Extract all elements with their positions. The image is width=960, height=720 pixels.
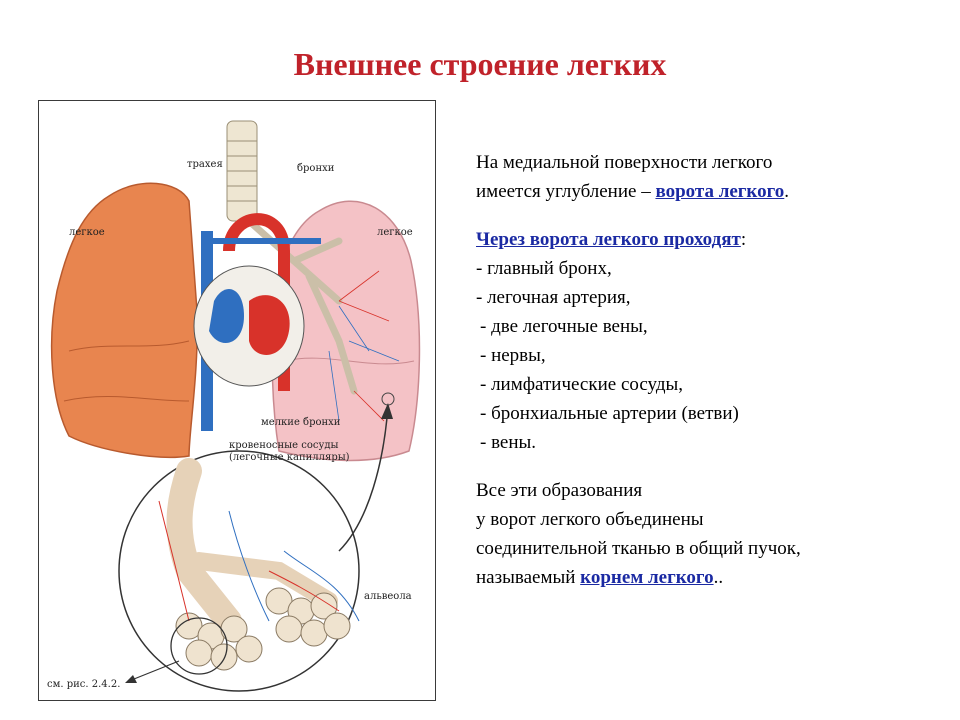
label-bronchi: бронхи <box>297 163 335 174</box>
label-vessels-2: (легочные капилляры) <box>229 452 350 463</box>
intro-line-2-text: имеется углубление – <box>476 181 656 202</box>
lung-illustration <box>38 100 436 701</box>
summary-line-4-text: называемый <box>476 567 581 588</box>
left-lung <box>52 183 198 457</box>
summary-line-3: соединительной тканью в общий пучок, <box>476 538 801 559</box>
list-item: - легочная артерия, <box>476 287 631 308</box>
intro-line-1: На медиальной поверхности легкого <box>476 152 773 173</box>
link-through-gate[interactable]: Через ворота легкого проходят <box>476 229 741 250</box>
slide-title: Внешнее строение легких <box>293 46 667 82</box>
lung-drawing <box>39 101 435 700</box>
summary-line-1: Все эти образования <box>476 480 643 501</box>
list-item: - бронхиальные артерии (ветви) <box>480 403 739 424</box>
list-item: - лимфатические сосуды, <box>480 374 684 395</box>
link-lung-gate[interactable]: ворота легкого <box>655 181 785 202</box>
list-item: - нервы, <box>480 345 546 366</box>
summary-line-2: у ворот легкого объединены <box>476 509 704 530</box>
label-trachea: трахея <box>187 159 223 170</box>
description-text <box>476 148 916 592</box>
label-figure-ref: см. рис. 2.4.2. <box>47 679 121 690</box>
intro-period: . <box>784 181 790 202</box>
list-heading-colon: : <box>740 229 747 250</box>
list-item: - две легочные вены, <box>480 316 648 337</box>
summary-line-4 <box>476 563 916 592</box>
label-lung-left: легкое <box>69 227 105 238</box>
label-alveola: альвеола <box>364 591 412 602</box>
label-small-bronchi: мелкие бронхи <box>261 417 341 428</box>
link-lung-root[interactable]: корнем легкого <box>580 567 714 588</box>
label-lung-right: легкое <box>377 227 413 238</box>
intro-line-2 <box>476 177 916 206</box>
label-vessels-1: кровеносные сосуды <box>229 440 339 451</box>
list-item: - главный бронх, <box>476 258 612 279</box>
list-heading <box>476 225 916 254</box>
summary-period: .. <box>713 567 724 588</box>
list-item: - вены. <box>480 432 537 453</box>
